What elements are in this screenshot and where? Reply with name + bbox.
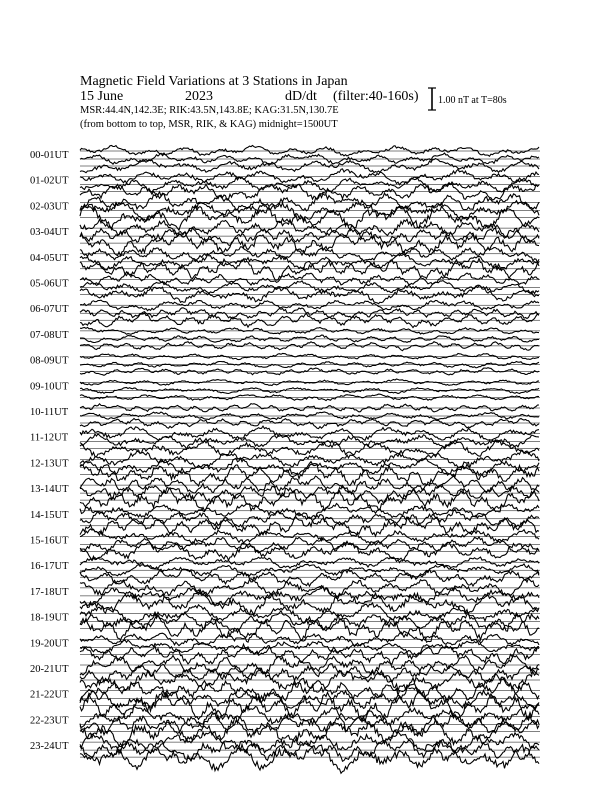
row-label: 08-09UT	[30, 355, 69, 367]
row-label: 01-02UT	[30, 175, 69, 187]
trace-RIK	[80, 281, 539, 294]
chart-title: Magnetic Field Variations at 3 Stations in Japan	[80, 74, 348, 89]
scale-bar-label: 1.00 nT at T=80s	[438, 95, 507, 106]
trace-row-13-14UT	[30, 476, 540, 514]
trace-RIK	[80, 153, 539, 164]
row-label: 22-23UT	[30, 715, 69, 727]
trace-row-10-11UT	[30, 404, 540, 429]
trace-row-16-17UT	[30, 557, 540, 586]
row-label: 07-08UT	[30, 329, 69, 341]
row-label: 17-18UT	[30, 586, 69, 598]
trace-row-07-08UT	[30, 327, 540, 350]
filter-label: (filter:40-160s)	[333, 89, 419, 104]
date-year: 2023	[185, 89, 213, 104]
trace-MSR	[80, 557, 539, 569]
trace-row-11-12UT	[30, 426, 540, 457]
row-label: 05-06UT	[30, 278, 69, 290]
trace-row-05-06UT	[30, 272, 540, 303]
trace-row-20-21UT	[30, 656, 540, 693]
trace-row-17-18UT	[30, 578, 540, 614]
row-label: 20-21UT	[30, 664, 69, 675]
scale-bar	[428, 88, 507, 110]
row-label: 02-03UT	[30, 201, 69, 213]
trace-KAG	[80, 717, 539, 748]
row-label: 06-07UT	[30, 304, 69, 316]
row-label: 03-04UT	[30, 227, 69, 239]
row-label: 10-11UT	[30, 407, 69, 418]
row-label: 19-20UT	[30, 638, 69, 650]
trace-KAG	[80, 419, 539, 429]
order-note: (from bottom to top, MSR, RIK, & KAG) midnight=1500UT	[80, 119, 338, 130]
trace-row-09-10UT	[30, 379, 540, 401]
trace-row-14-15UT	[30, 502, 540, 536]
trace-MSR	[80, 426, 539, 440]
trace-KAG	[80, 342, 539, 351]
stations-line: MSR:44.4N,142.3E; RIK:43.5N,143.8E; KAG:31.5N,130.7E	[80, 105, 339, 116]
row-label: 18-19UT	[30, 612, 69, 624]
trace-row-00-01UT	[30, 146, 540, 173]
trace-MSR	[80, 247, 539, 263]
trace-row-23-24UT	[30, 731, 540, 773]
row-label: 12-13UT	[30, 458, 69, 470]
trace-KAG	[80, 184, 539, 201]
row-label: 09-10UT	[30, 381, 69, 393]
trace-KAG	[80, 569, 539, 586]
row-label: 00-01UT	[30, 150, 69, 161]
row-label: 23-24UT	[30, 741, 69, 753]
trace-row-08-09UT	[30, 353, 540, 375]
chart-header	[80, 74, 419, 130]
row-label: 04-05UT	[30, 252, 69, 264]
trace-RIK	[80, 640, 539, 656]
trace-rows	[30, 146, 540, 774]
quantity-label: dD/dt	[285, 89, 317, 104]
row-label: 11-12UT	[30, 432, 69, 444]
trace-MSR	[80, 631, 539, 646]
trace-row-15-16UT	[30, 529, 540, 563]
date-day: 15 June	[80, 89, 124, 104]
trace-MSR	[80, 272, 539, 285]
trace-row-01-02UT	[30, 169, 540, 201]
row-label: 13-14UT	[30, 484, 69, 496]
row-label: 16-17UT	[30, 561, 69, 573]
trace-row-06-07UT	[30, 300, 540, 327]
trace-row-19-20UT	[30, 631, 540, 664]
trace-MSR	[80, 476, 539, 493]
row-label: 15-16UT	[30, 535, 69, 547]
row-label: 21-22UT	[30, 689, 69, 701]
row-label: 14-15UT	[30, 509, 69, 521]
